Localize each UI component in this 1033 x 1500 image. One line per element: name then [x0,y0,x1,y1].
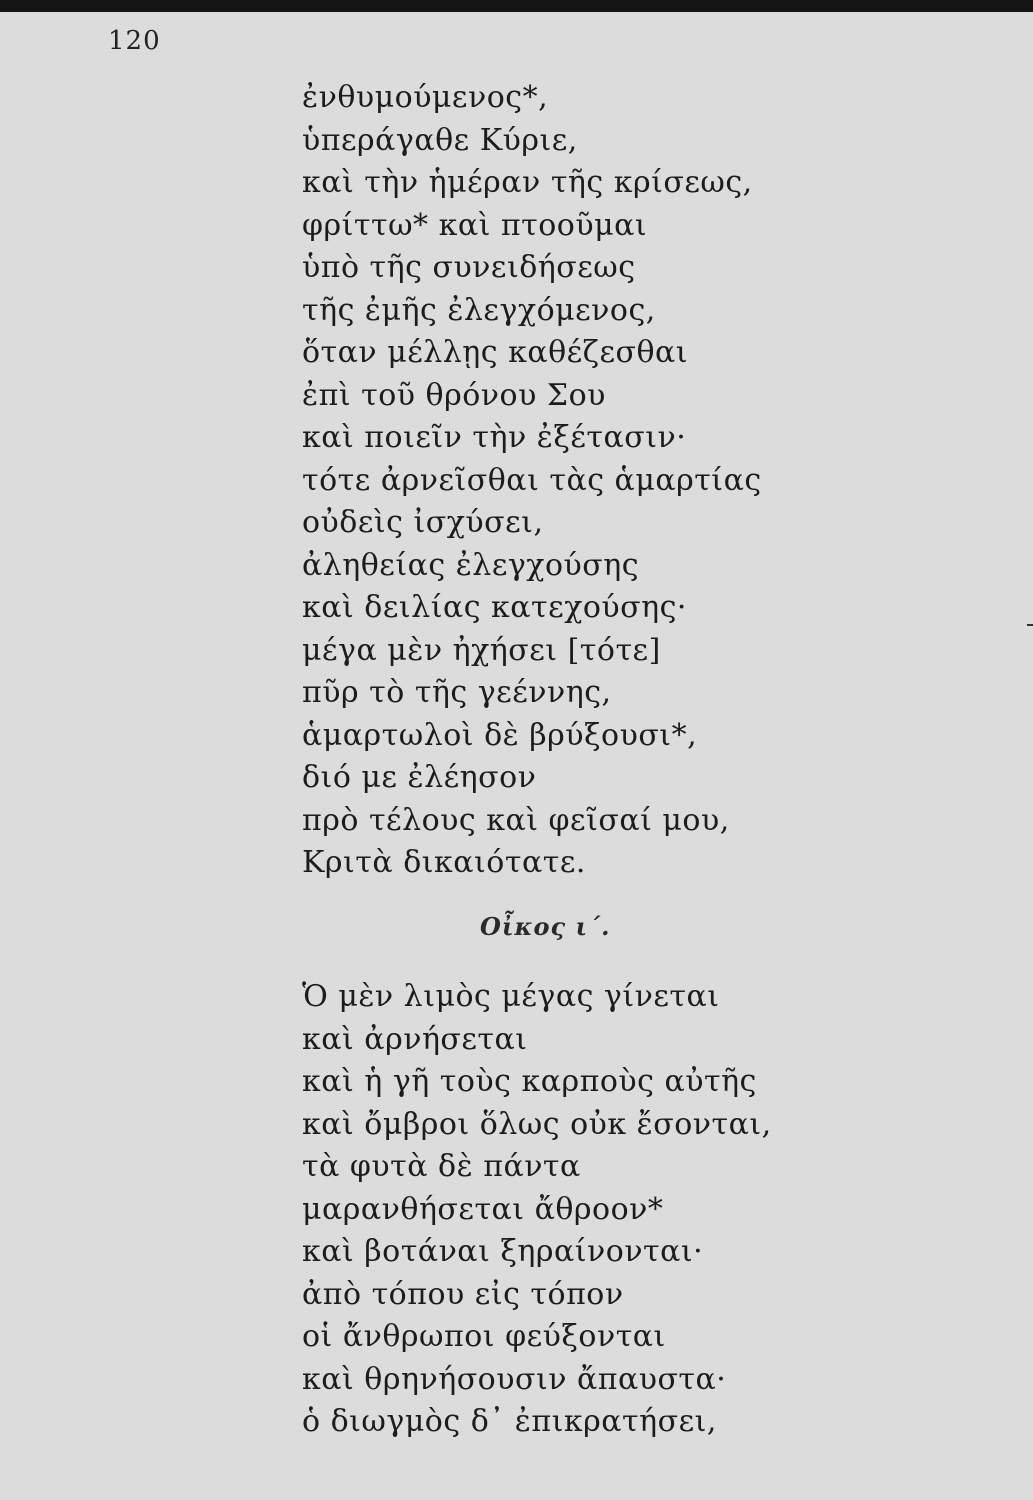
verse-line: ὅταν μέλλῃς καθέζεσθαι [302,335,689,370]
verse-line: διό με ἐλέησον [302,760,537,795]
verse-line: μαρανθήσεται ἄθροον* [302,1191,664,1227]
verse-line: καὶ δειλίας κατεχούσης· [302,590,687,625]
verse-line: πρὸ τέλους καὶ φεῖσαί μου, [302,802,730,838]
verse-stanza-2 [302,976,1002,1444]
verse-line: καὶ βοτάναι ξηραίνονται· [302,1234,704,1269]
verse-line: ἁμαρτωλοὶ δὲ βρύξουσι*, [302,717,698,753]
verse-line: πῦρ τὸ τῆς γεέννης, [302,675,612,710]
verse-line: ἀληθείας ἐλεγχούσης [302,547,640,583]
verse-line: ἐνθυμούμενος*, [302,80,549,115]
verse-line: Ὁ μὲν λιμὸς μέγας γίνεται [302,979,720,1014]
verse-line: τὰ φυτὰ δὲ πάντα [302,1149,581,1184]
section-heading: Οἶκος ι΄. [480,912,611,941]
page-number: 120 [108,26,161,56]
verse-line: καὶ ἀρνήσεται [302,1021,528,1057]
verse-line: καὶ τὴν ἡμέραν τῆς κρίσεως, [302,165,753,200]
verse-line: τότε ἀρνεῖσθαι τὰς ἁμαρτίας [302,462,762,498]
book-page [0,12,1033,1500]
verse-line: φρίττω* καὶ πτοοῦμαι [302,207,648,243]
scan-top-border [0,0,1033,12]
verse-line: οὐδεὶς ἰσχύσει, [302,505,544,540]
margin-mark [1027,624,1033,626]
verse-line: ἐπὶ τοῦ θρόνου Σου [302,377,606,413]
verse-line: ὑπὸ τῆς συνειδήσεως [302,250,636,285]
verse-line: καὶ ἡ γῆ τοὺς καρποὺς αὐτῆς [302,1064,757,1099]
verse-line: τῆς ἐμῆς ἐλεγχόμενος, [302,292,656,328]
verse-line: οἱ ἄνθρωποι φεύξονται [302,1319,666,1354]
verse-line: μέγα μὲν ἠχήσει [τότε] [302,632,661,668]
verse-line: Κριτὰ δικαιότατε. [302,845,586,880]
verse-line: ἀπὸ τόπου εἰς τόπον [302,1276,624,1312]
verse-line: ὑπεράγαθε Κύριε, [302,122,578,158]
verse-stanza-1 [302,77,1002,885]
verse-line: καὶ ὄμβροι ὅλως οὐκ ἔσονται, [302,1106,772,1142]
verse-line: καὶ θρηνήσουσιν ἄπαυστα· [302,1361,727,1397]
verse-line: καὶ ποιεῖν τὴν ἐξέτασιν· [302,420,687,455]
verse-line: ὁ διωγμὸς δ᾽ ἐπικρατήσει, [302,1404,717,1439]
